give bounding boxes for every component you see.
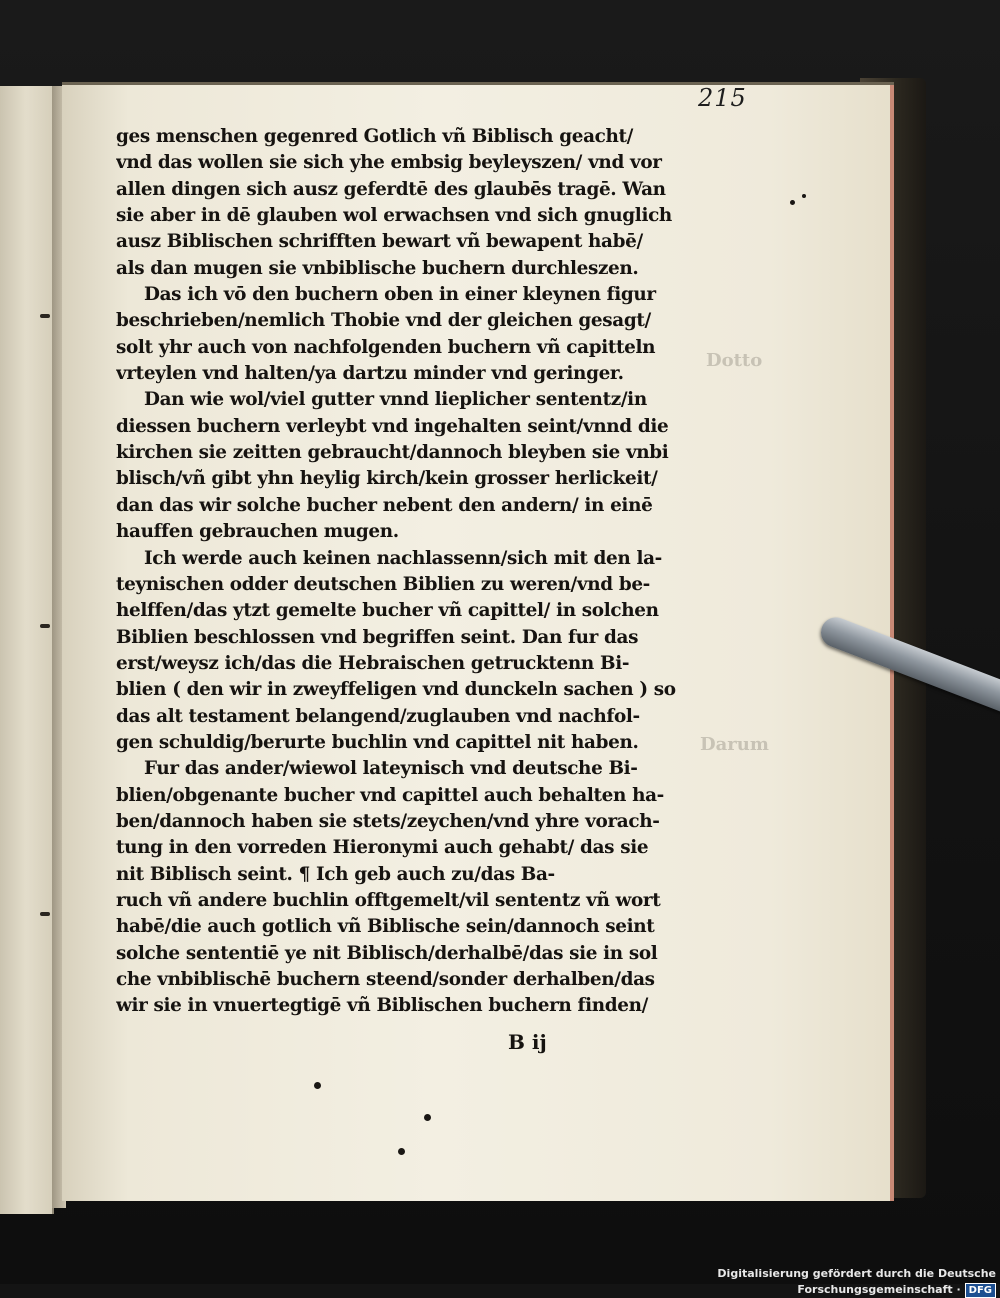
signature-mark: B ij xyxy=(508,1030,547,1054)
text-line: ges menschen gegenred Gotlich vñ Biblisch geacht/ xyxy=(116,126,634,147)
text-line: ausz Biblischen schrifften bewart vñ bewapent habē/ xyxy=(116,231,643,253)
text-line: blisch/vñ gibt yhn heylig kirch/kein grosser herlickeit/ xyxy=(116,468,658,490)
text-line: vnd das wollen sie sich yhe embsig beyleyszen/ vnd vor xyxy=(116,152,662,174)
text-line: ben/dannoch haben sie stets/zeychen/vnd yhre vorach- xyxy=(116,810,660,832)
text-line: ruch vñ andere buchlin offtgemelt/vil sententz vñ wort xyxy=(116,889,661,911)
binding-stitch xyxy=(40,314,50,318)
text-line: nit Biblisch seint. ¶ Ich geb auch zu/das Ba- xyxy=(116,863,555,885)
show-through-text: Dotto xyxy=(706,350,763,371)
ink-speck xyxy=(790,200,795,205)
text-line: Ich werde auch keinen nachlassenn/sich mit den la- xyxy=(144,547,662,569)
text-line: gen schuldig/berurte buchlin vnd capittel nit haben. xyxy=(116,731,639,753)
text-line: solt yhr auch von nachfolgenden buchern vñ capitteln xyxy=(116,336,656,358)
ink-speck xyxy=(424,1114,431,1121)
text-line: als dan mugen sie vnbiblische buchern durchleszen. xyxy=(116,257,639,279)
text-line: solche sententiē ye nit Biblisch/derhalbē/das sie in sol xyxy=(116,942,658,964)
binding-stitch xyxy=(40,624,50,628)
text-line: teynischen odder deutschen Biblien zu weren/vnd be- xyxy=(116,573,650,595)
text-line: helffen/das ytzt gemelte bucher vñ capittel/ in solchen xyxy=(116,600,659,622)
credit-text: Digitalisierung gefördert durch die Deutsche Forschungsgemeinschaft · xyxy=(717,1267,996,1296)
show-through-text: Darum xyxy=(700,734,769,755)
page-text-block xyxy=(116,124,716,1020)
text-line: Das ich vō den buchern oben in einer kleynen figur xyxy=(144,284,656,306)
text-line: Biblien beschlossen vnd begriffen seint. Dan fur das xyxy=(116,626,639,648)
text-line: che vnbiblischē buchern steend/sonder derhalben/das xyxy=(116,969,655,990)
digitization-credit xyxy=(560,1266,996,1296)
text-line: blien/obgenante bucher vnd capittel auch behalten ha- xyxy=(116,784,664,806)
text-line: habē/die auch gotlich vñ Biblische sein/dannoch seint xyxy=(116,916,655,938)
text-line: tung in den vorreden Hieronymi auch gehabt/ das sie xyxy=(116,837,649,859)
text-line: hauffen gebrauchen mugen. xyxy=(116,521,399,543)
left-page-edge xyxy=(0,86,54,1214)
ink-speck xyxy=(314,1082,321,1089)
text-line: vrteylen vnd halten/ya dartzu minder vnd geringer. xyxy=(116,363,624,385)
text-line: blien ( den wir in zweyffeligen vnd dunckeln sachen ) so xyxy=(116,679,676,701)
text-line: sie aber in dē glauben wol erwachsen vnd sich gnuglich xyxy=(116,205,672,227)
text-line: erst/weysz ich/das die Hebraischen getrucktenn Bi- xyxy=(116,652,630,674)
ink-speck xyxy=(398,1148,405,1155)
folio-number: 215 xyxy=(698,84,747,112)
text-line: Fur das ander/wiewol lateynisch vnd deutsche Bi- xyxy=(144,758,638,780)
ink-speck xyxy=(802,194,806,198)
text-line: Dan wie wol/viel gutter vnnd lieplicher sententz/in xyxy=(144,389,647,411)
text-line: dan das wir solche bucher nebent den andern/ in einē xyxy=(116,494,653,516)
text-line: allen dingen sich ausz geferdtē des glaubēs tragē. Wan xyxy=(116,178,666,200)
text-line: wir sie in vnuertegtigē vñ Biblischen buchern finden/ xyxy=(116,995,648,1017)
text-line: das alt testament belangend/zuglauben vnd nachfol- xyxy=(116,705,640,727)
text-line: kirchen sie zeitten gebraucht/dannoch bleyben sie vnbi xyxy=(116,442,669,464)
dfg-logo-badge: DFG xyxy=(965,1283,996,1298)
binding-stitch xyxy=(40,912,50,916)
text-line: diessen buchern verleybt vnd ingehalten seint/vnnd die xyxy=(116,415,669,437)
text-line: beschrieben/nemlich Thobie vnd der gleichen gesagt/ xyxy=(116,310,651,332)
